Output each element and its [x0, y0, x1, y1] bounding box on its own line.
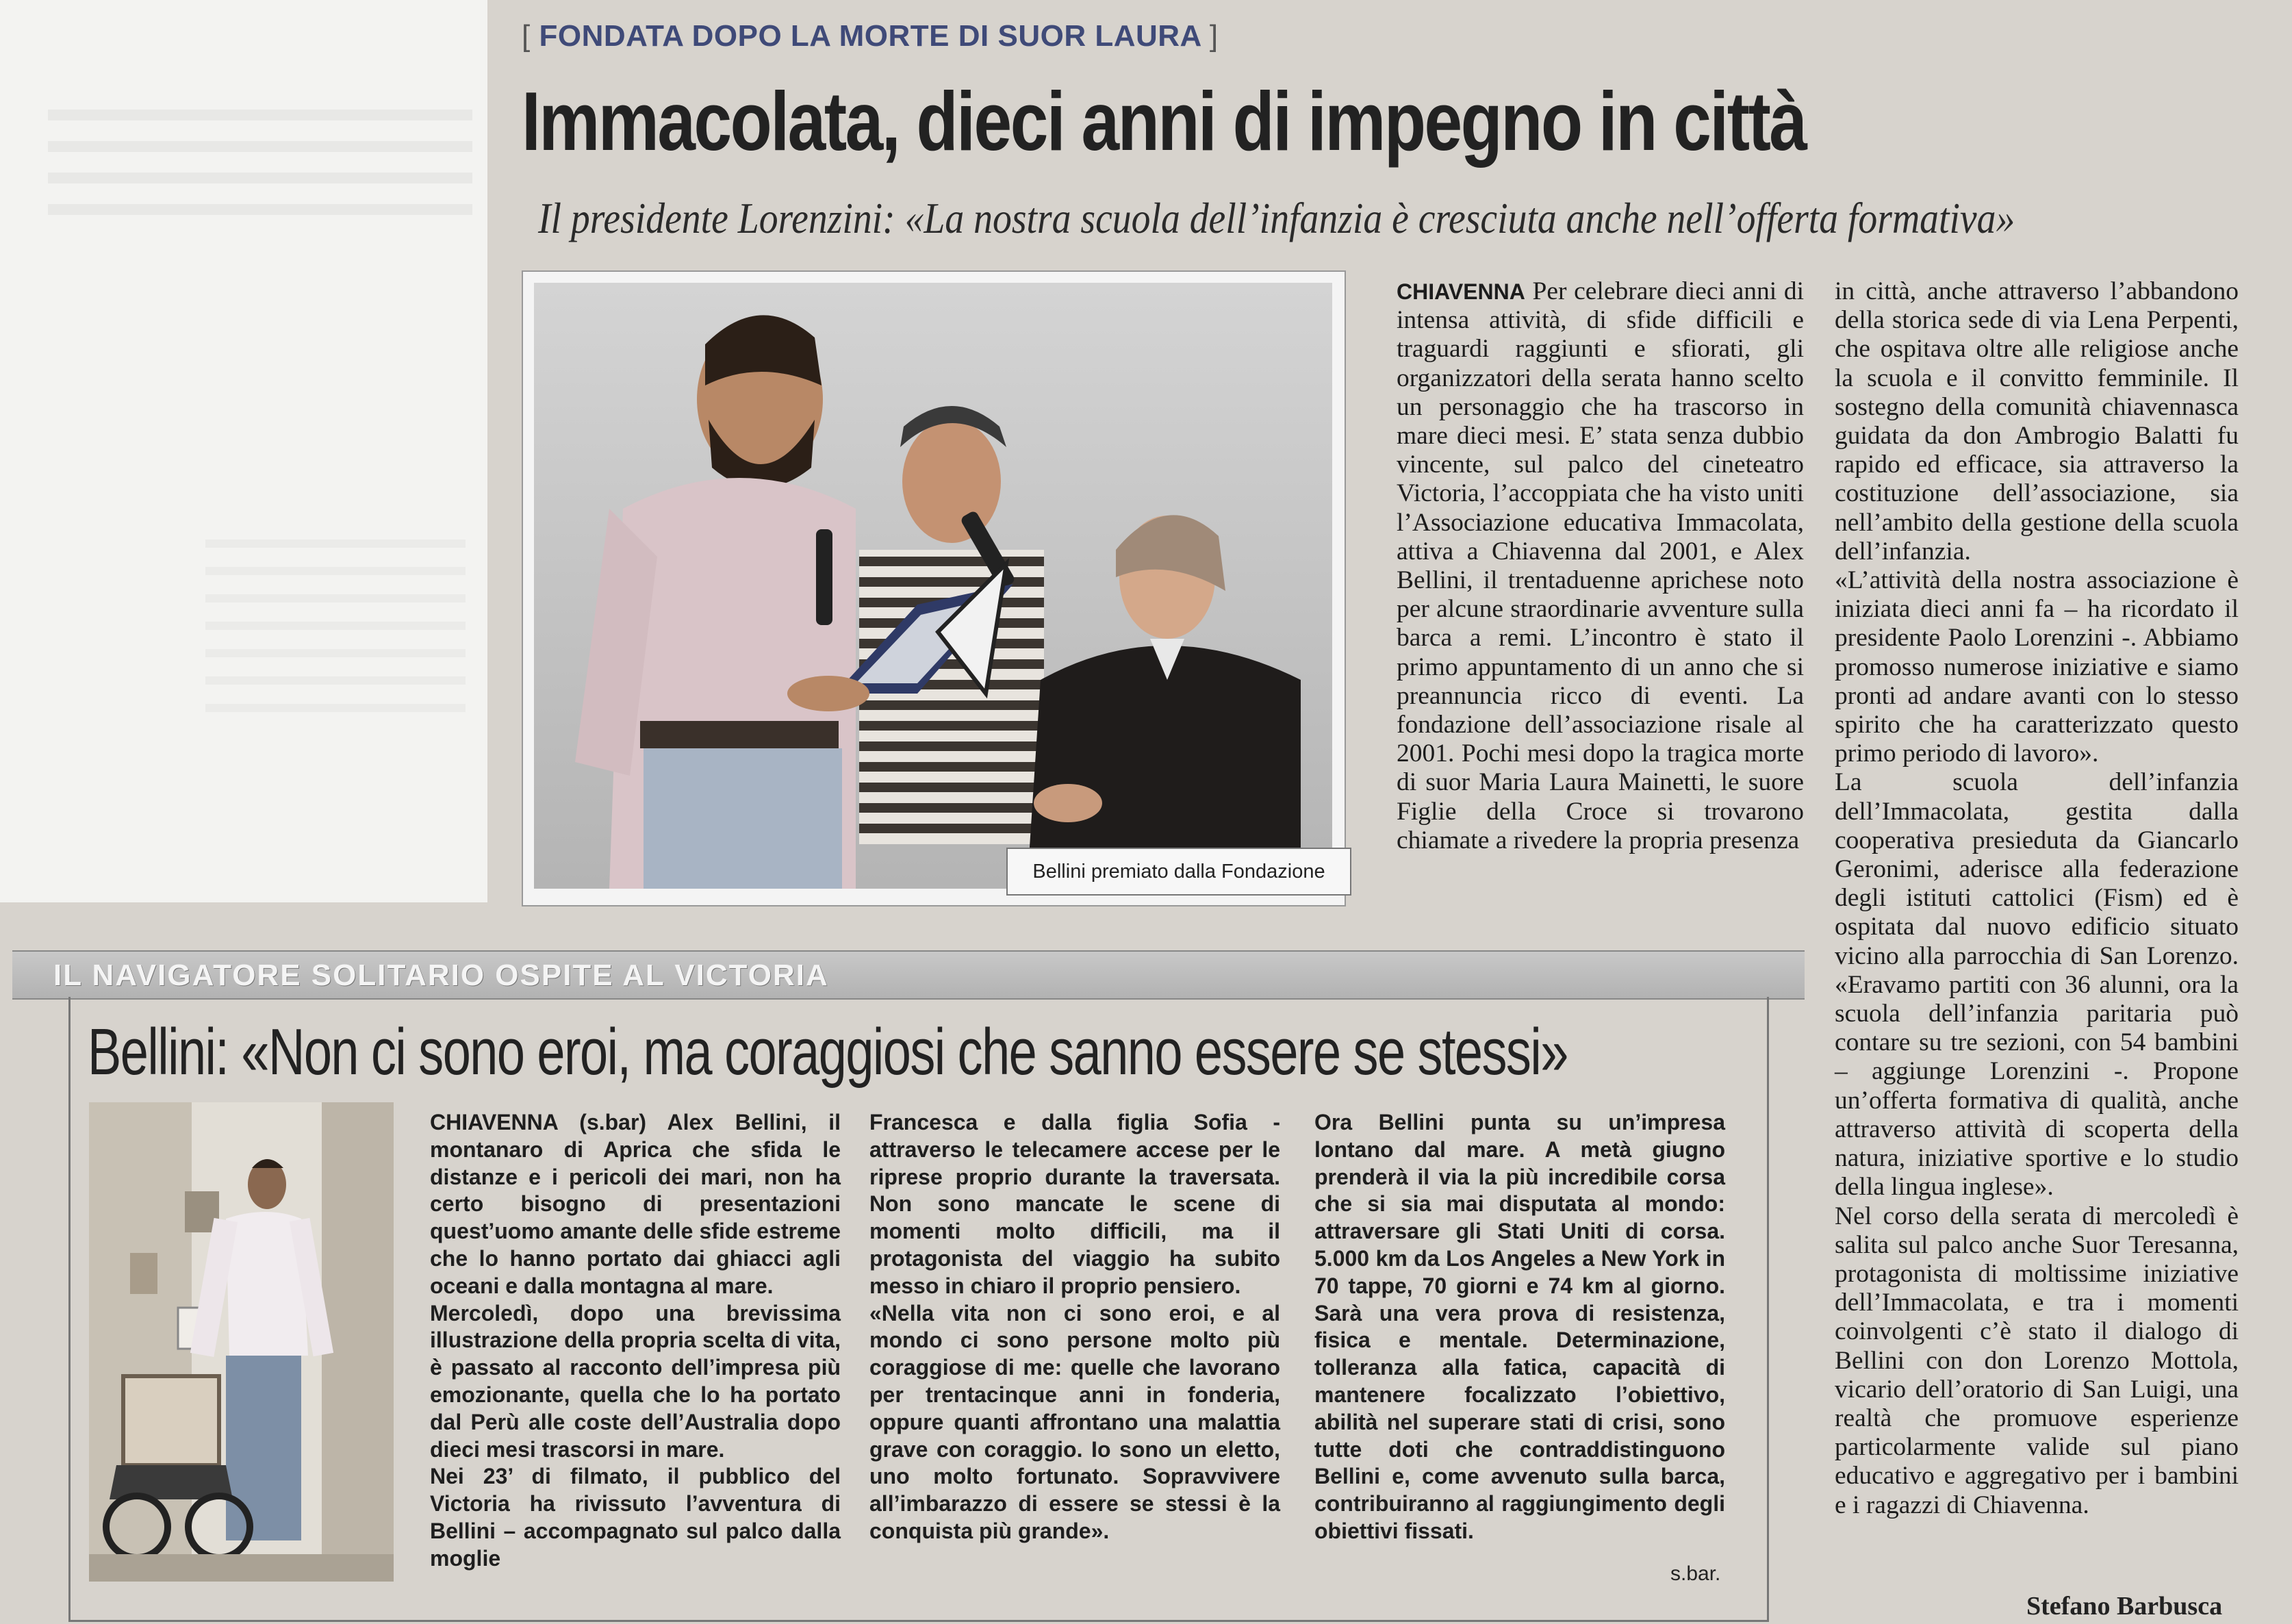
dateline: CHIAVENNA	[1397, 279, 1525, 304]
award-photo-image	[534, 283, 1332, 889]
paragraph: Alex Bellini, il montanaro di Aprica che sfida le distanze e i pericoli dei mari, non ha certo bisogno di presentazioni quest’uomo amante delle sfide estreme che lo hanno portato dai ghiacci agli oceani e dalla montagna al mare.	[430, 1110, 841, 1298]
paragraph: Mercoledì, dopo una brevissima illustrazione della propria scelta di vita, è passato al racconto dell’impresa più emozionante, quella che lo ha portato dal Perù alle coste dell’Australia dopo dieci mesi trascorsi in mare.	[430, 1300, 841, 1462]
paragraph: Francesca e dalla figlia Sofia - attraverso le telecamere accese per le riprese proprio durante la traversata. Non sono mancate le scene di momenti molto difficili, ma il protagonista del viaggio ha subito messo in chiaro il proprio pensiero.	[869, 1110, 1280, 1298]
article2-signature: s.bar.	[1670, 1562, 1721, 1585]
bellini-photo-image	[89, 1102, 394, 1582]
faded-text-area	[205, 520, 466, 726]
article1-headline: Immacolata, dieci anni di impegno in città	[522, 75, 1806, 168]
faded-text-area	[48, 89, 472, 219]
award-photo	[522, 270, 1346, 906]
article2-headline: Bellini: «Non ci sono eroi, ma coraggiosi che sanno essere se stessi»	[88, 1015, 1568, 1089]
photo-caption: Bellini premiato dalla Fondazione	[1006, 848, 1351, 896]
article1-column-2	[1835, 277, 2239, 1520]
dateline: CHIAVENNA (s.bar)	[430, 1110, 647, 1134]
article2-column-1	[430, 1109, 841, 1573]
paragraph: «L’attività della nostra associazione è iniziata dieci anni fa – ha ricordato il presidente Paolo Lorenzini -. Abbiamo promosso numerose iniziative e siamo pronti ad andare avanti con lo stesso spirito che ha caratterizzato questo primo periodo di lavoro».	[1835, 566, 2239, 768]
article1-signature: Stefano Barbusca	[2026, 1592, 2223, 1621]
article2-column-3	[1314, 1109, 1725, 1545]
bellini-photo	[89, 1102, 394, 1582]
paragraph: Nei 23’ di filmato, il pubblico del Victoria ha rivissuto l’avventura di Bellini – accompagnato sul palco dalla moglie	[430, 1464, 841, 1571]
article1-kicker: [ FONDATA DOPO LA MORTE DI SUOR LAURA ]	[522, 19, 1219, 53]
article2-kicker: IL NAVIGATORE SOLITARIO OSPITE AL VICTORIA	[53, 959, 829, 992]
paragraph: Nel corso della serata di mercoledì è salita sul palco anche Suor Teresanna, protagonista di moltissime iniziative dell’Immacolata, e tra i momenti coinvolgenti c’è stato il dialogo di Bellini con don Lorenzo Mottola, vicario dell’oratorio di San Luigi, una realtà che promuove esperienze particolarmente valide sul piano educativo e aggregativo per i bambini e i ragazzi di Chiavenna.	[1835, 1202, 2239, 1519]
paragraph: Per celebrare dieci anni di intensa attività, di sfide difficili e traguardi raggiunti e sfiorati, gli organizzatori della serata hanno scelto un personaggio che ha trascorso in mare dieci mesi. E’ stata senza dubbio vincente, sul palco del cineteatro Victoria, l’accoppiata che ha visto uniti l’Associazione educativa Immacolata, attiva a Chiavenna dal 2001, e Alex Bellini, il trentaduenne aprichese noto per alcune straordinarie avventure sulla barca a remi. L’incontro è stato il primo appuntamento di un anno che si preannuncia ricco di eventi. La fondazione dell’associazione risale al 2001. Pochi mesi dopo la tragica morte di suor Maria Laura Mainetti, le suore Figlie della Croce si trovarono chiamate a rivedere la propria presenza	[1397, 277, 1804, 854]
paragraph: Ora Bellini punta su un’impresa lontano dal mare. A metà giugno prenderà il via la più incredibile corsa che si sia mai disputata al mondo: attraversare gli Stati Uniti di corsa. 5.000 km da Los Angeles a New York in 70 tappe, 70 giorni e 74 km al giorno. Sarà una vera prova di resistenza, fisica e mentale. Determinazione, tolleranza alla fatica, capacità di mantenere focalizzato l’obiettivo, abilità nel superare stati di crisi, sono tutte doti che contraddistinguono Bellini e, come avvenuto sulla barca, contribuiranno al raggiungimento degli obiettivi fissati.	[1314, 1110, 1725, 1543]
paragraph: in città, anche attraverso l’abbandono della storica sede di via Lena Perpenti, che ospitava oltre alle religiose anche la scuola e il convitto femminile. Il sostegno della comunità chiavennasca guidata da don Ambrogio Balatti fu rapido ed efficace, sia attraverso la costituzione dell’associazione, sia nell’ambito della gestione della scuola dell’infanzia.	[1835, 277, 2239, 566]
paragraph: La scuola dell’infanzia dell’Immacolata, gestita dalla cooperativa presieduta da Giancarlo Geronimi, aderisce alla federazione degli istituti cattolici (Fism) ed è ospitata dal nuovo edificio situato vicino alla parrocchia di San Lorenzo. «Eravamo partiti con 36 alunni, ora la scuola dell’infanzia paritaria può contare su tre sezioni, con 54 bambini – aggiunge Lorenzini -. Propone un’offerta formativa di qualità, anche attraverso attività di scoperta della natura, iniziative sportive e lo studio della lingua inglese».	[1835, 768, 2239, 1202]
blank-paper-area	[0, 0, 487, 902]
article2-column-2	[869, 1109, 1280, 1545]
paragraph: «Nella vita non ci sono eroi, e al mondo ci sono persone molto più coraggiose di me: quelle che lavorano per trentacinque anni in fonderia, oppure quanti affrontano una malattia grave con coraggio. Io sono un eletto, uno molto fortunato. Sopravvivere all’imbarazzo di essere se stessi è la conquista più grande».	[869, 1300, 1280, 1543]
article1-column-1	[1397, 277, 1804, 855]
article1-subhead: Il presidente Lorenzini: «La nostra scuola dell’infanzia è cresciuta anche nell’offerta formativa»	[538, 194, 2015, 242]
